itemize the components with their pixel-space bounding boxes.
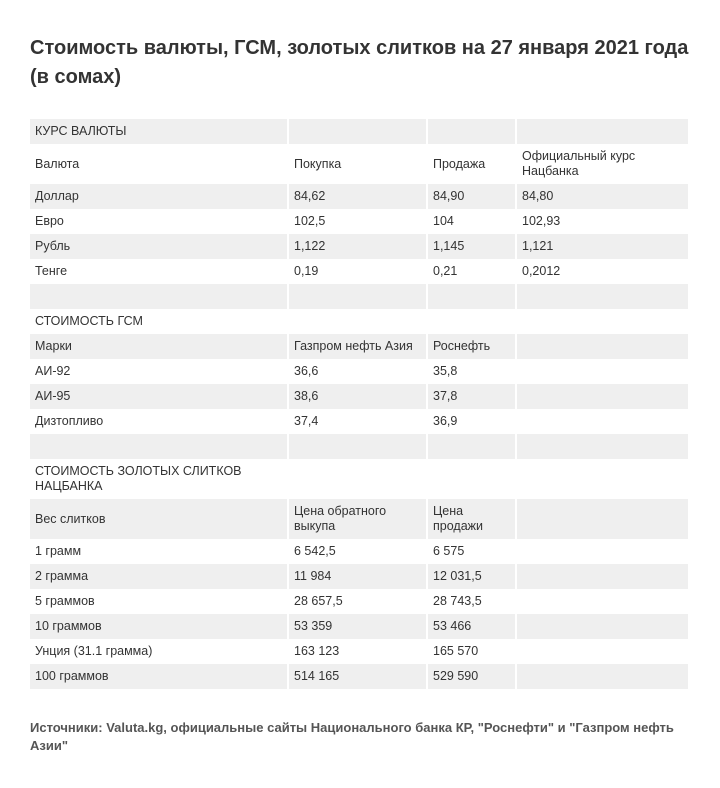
- table-cell: 163 123: [288, 639, 427, 664]
- table-cell: [516, 639, 688, 664]
- table-row: [30, 639, 688, 664]
- table-cell: 514 165: [288, 664, 427, 689]
- table-cell: 0,21: [427, 259, 516, 284]
- table-cell: 6 575: [427, 539, 516, 564]
- page-title: Стоимость валюты, ГСМ, золотых слитков на 27 января 2021 года (в сомах): [30, 37, 689, 88]
- table-cell: [516, 589, 688, 614]
- table-row: [30, 564, 688, 589]
- table-cell: 28 743,5: [427, 589, 516, 614]
- column-header: Цена продажи: [427, 499, 516, 539]
- table-cell: 11 984: [288, 564, 427, 589]
- table-row: [30, 184, 688, 209]
- table-cell: [516, 564, 688, 589]
- table-cell: [516, 384, 688, 409]
- table-cell: [516, 614, 688, 639]
- table-cell: АИ-92: [30, 359, 288, 384]
- table-cell: [516, 409, 688, 434]
- table-cell: 1,121: [516, 234, 688, 259]
- table-cell: 1,122: [288, 234, 427, 259]
- table-cell: 6 542,5: [288, 539, 427, 564]
- table-cell: 53 466: [427, 614, 516, 639]
- table-header-row: [30, 144, 688, 184]
- table-cell: 37,4: [288, 409, 427, 434]
- table-cell: 53 359: [288, 614, 427, 639]
- table-cell: 28 657,5: [288, 589, 427, 614]
- table-header-row: [30, 334, 688, 359]
- table-cell: 529 590: [427, 664, 516, 689]
- table-row: [30, 589, 688, 614]
- table-cell: Рубль: [30, 234, 288, 259]
- section-header-fuel: [30, 309, 688, 334]
- table-cell: 12 031,5: [427, 564, 516, 589]
- table-row: [30, 259, 688, 284]
- column-header: Продажа: [427, 144, 516, 184]
- spacer-row: [30, 434, 688, 459]
- table-cell: 5 граммов: [30, 589, 288, 614]
- table-cell: 10 граммов: [30, 614, 288, 639]
- table-row: [30, 359, 688, 384]
- table-row: [30, 614, 688, 639]
- table-cell: 0,19: [288, 259, 427, 284]
- spacer-row: [30, 284, 688, 309]
- section-title: СТОИМОСТЬ ГСМ: [30, 309, 288, 334]
- column-header: Валюта: [30, 144, 288, 184]
- column-header: Официальный курс Нацбанка: [522, 149, 636, 178]
- table-row: [30, 409, 688, 434]
- table-cell: Тенге: [30, 259, 288, 284]
- table-cell: 84,62: [288, 184, 427, 209]
- table-cell: 36,9: [427, 409, 516, 434]
- table-row: [30, 234, 688, 259]
- table-cell: 84,80: [516, 184, 688, 209]
- table-row: [30, 539, 688, 564]
- table-cell: 38,6: [288, 384, 427, 409]
- column-header: Газпром нефть Азия: [288, 334, 427, 359]
- table-cell: 0,2012: [522, 264, 561, 278]
- column-header: Вес слитков: [30, 499, 288, 539]
- table-row: [30, 664, 688, 689]
- rates-table: [30, 119, 688, 689]
- section-header-currency: [30, 119, 688, 144]
- table-cell: 37,8: [427, 384, 516, 409]
- table-cell: 1,145: [427, 234, 516, 259]
- section-title: СТОИМОСТЬ ЗОЛОТЫХ СЛИТКОВ НАЦБАНКА: [30, 459, 288, 499]
- table-cell: [516, 359, 688, 384]
- column-header: [516, 334, 688, 359]
- table-cell: АИ-95: [30, 384, 288, 409]
- table-row: [30, 209, 688, 234]
- table-cell: Доллар: [30, 184, 288, 209]
- table-cell: 165 570: [427, 639, 516, 664]
- table-cell: Евро: [30, 209, 288, 234]
- table-cell: [516, 539, 688, 564]
- table-row: [30, 384, 688, 409]
- table-header-row: [30, 499, 688, 539]
- column-header: Марки: [30, 334, 288, 359]
- table-cell: 84,90: [427, 184, 516, 209]
- table-cell: [516, 664, 688, 689]
- table-cell: 1 грамм: [30, 539, 288, 564]
- section-title: КУРС ВАЛЮТЫ: [30, 119, 288, 144]
- column-header: Покупка: [288, 144, 427, 184]
- table-cell: Дизтопливо: [30, 409, 288, 434]
- source-note: Источники: Valuta.kg, официальные сайты Национального банка КР, "Роснефти" и "Газпром нефть Азии": [30, 720, 674, 753]
- section-header-gold: [30, 459, 688, 499]
- table-cell: 35,8: [427, 359, 516, 384]
- table-cell: 102,5: [288, 209, 427, 234]
- column-header: [516, 499, 688, 539]
- table-cell: 104: [427, 209, 516, 234]
- column-header: Роснефть: [427, 334, 516, 359]
- table-cell: Унция (31.1 грамма): [30, 639, 288, 664]
- table-cell: 2 грамма: [30, 564, 288, 589]
- column-header: Цена обратного выкупа: [288, 499, 427, 539]
- table-cell: 100 граммов: [30, 664, 288, 689]
- table-cell: 102,93: [522, 214, 561, 228]
- table-cell: 36,6: [288, 359, 427, 384]
